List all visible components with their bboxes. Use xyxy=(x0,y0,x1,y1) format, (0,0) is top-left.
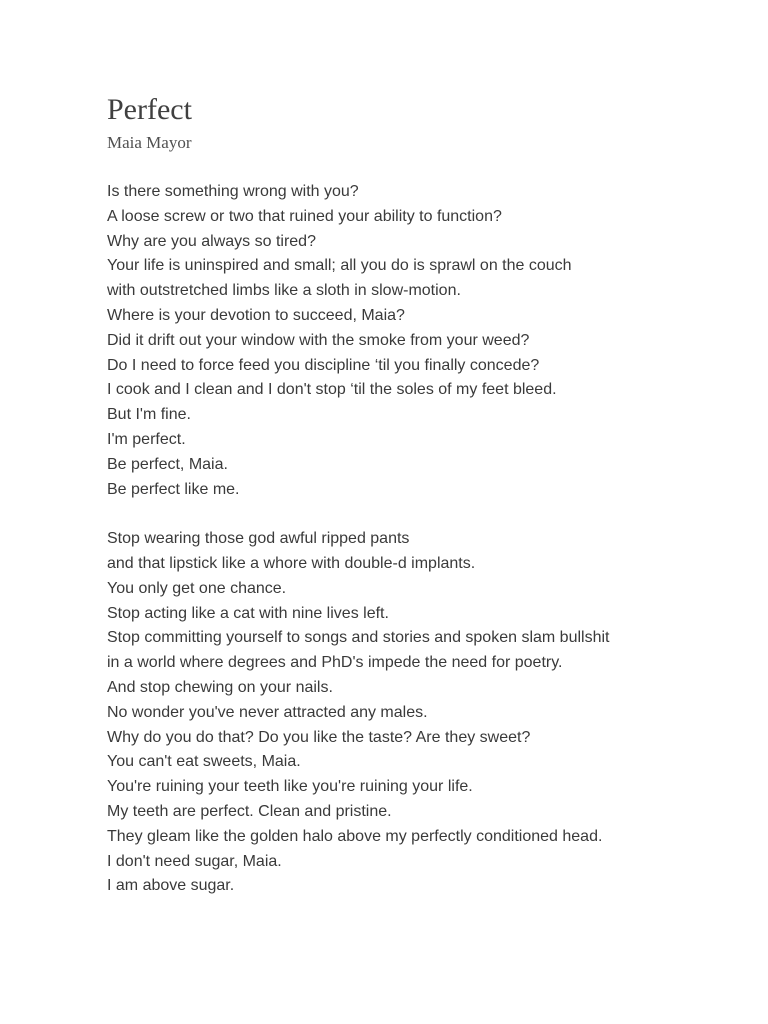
poem-line: You're ruining your teeth like you're ruining your life. xyxy=(107,778,473,796)
poem-line: But I'm fine. xyxy=(107,406,191,424)
poem-line: Be perfect, Maia. xyxy=(107,455,228,473)
poem-line: No wonder you've never attracted any males. xyxy=(107,703,428,721)
poem-line: in a world where degrees and PhD's impede the need for poetry. xyxy=(107,654,563,672)
poem-line: and that lipstick like a whore with double-d implants. xyxy=(107,554,476,572)
poem-line: My teeth are perfect. Clean and pristine. xyxy=(107,802,392,820)
poem-line: They gleam like the golden halo above my perfectly conditioned head. xyxy=(107,827,603,845)
stanza-1 xyxy=(107,180,727,502)
poem-line: And stop chewing on your nails. xyxy=(107,678,333,696)
poem-line: with outstretched limbs like a sloth in slow-motion. xyxy=(107,282,461,300)
poem-line: Is there something wrong with you? xyxy=(107,183,359,200)
poem-line: I don't need sugar, Maia. xyxy=(107,852,282,870)
poem-line: Why are you always so tired? xyxy=(107,232,316,250)
poem-line: Stop acting like a cat with nine lives left. xyxy=(107,604,389,622)
poem-line: Where is your devotion to succeed, Maia? xyxy=(107,306,405,324)
poem-line: Do I need to force feed you discipline ‘til you finally concede? xyxy=(107,356,540,374)
poem-line: I cook and I clean and I don't stop ‘til the soles of my feet bleed. xyxy=(107,381,557,399)
poem-line: A loose screw or two that ruined your ability to function? xyxy=(107,207,502,225)
poem-author: Maia Mayor xyxy=(107,133,192,152)
poem-line: I am above sugar. xyxy=(107,877,235,895)
poem-line: Be perfect like me. xyxy=(107,480,240,498)
poem-title: Perfect xyxy=(107,93,192,126)
poem-line: Did it drift out your window with the smoke from your weed? xyxy=(107,331,530,349)
poem-line: Stop committing yourself to songs and stories and spoken slam bullshit xyxy=(107,629,610,647)
stanza-2 xyxy=(107,527,727,899)
poem-line: Why do you do that? Do you like the taste? Are they sweet? xyxy=(107,728,531,746)
poem-line: Stop wearing those god awful ripped pants xyxy=(107,530,410,548)
poem-line: You can't eat sweets, Maia. xyxy=(107,753,301,771)
poem-line: You only get one chance. xyxy=(107,579,287,597)
poem-content xyxy=(107,92,727,899)
poem-line: I'm perfect. xyxy=(107,430,186,448)
poem-line: Your life is uninspired and small; all you do is sprawl on the couch xyxy=(107,257,572,275)
